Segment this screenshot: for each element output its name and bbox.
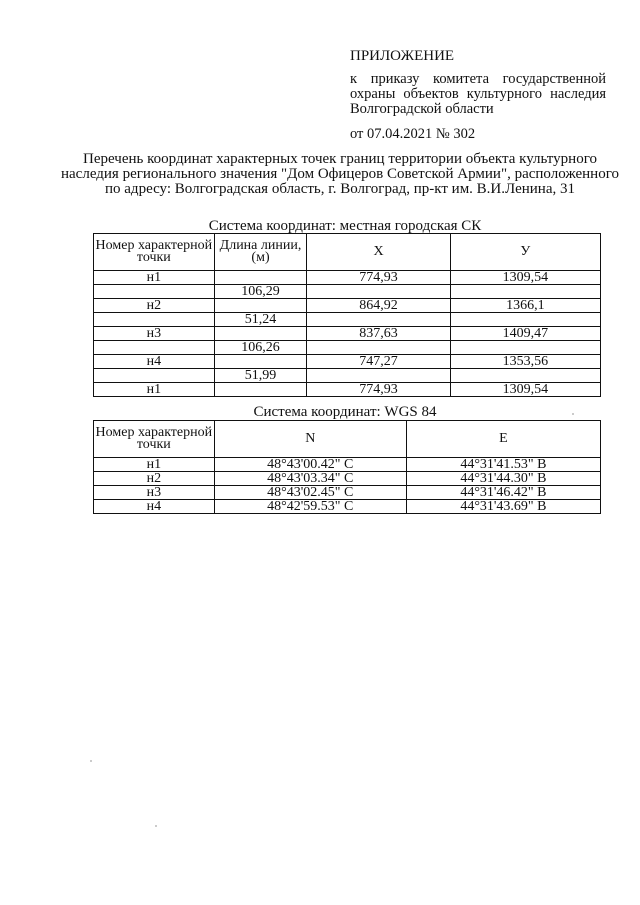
table-row: [94, 271, 601, 285]
e-cell: 44°31'43.69" В: [406, 500, 600, 514]
x-cell: 774,93: [307, 383, 450, 397]
table2-caption: Система координат: WGS 84: [253, 404, 437, 420]
length-cell: [214, 383, 307, 397]
header-y: У: [450, 234, 600, 271]
n-cell: 48°43'02.45" С: [214, 486, 406, 500]
length-cell: [214, 355, 307, 369]
point-cell: н1: [94, 383, 215, 397]
table-row: [94, 313, 601, 327]
x-cell: [307, 369, 450, 383]
x-cell: [307, 285, 450, 299]
length-cell: 51,99: [214, 369, 307, 383]
table-row: [94, 486, 601, 500]
point-cell: н4: [94, 355, 215, 369]
scan-speck: [90, 760, 92, 762]
local-coordinates-table: [93, 233, 601, 397]
table-row: [94, 383, 601, 397]
point-cell: н4: [94, 500, 215, 514]
header-length: Длина линии, (м): [214, 234, 307, 271]
wgs84-coordinates-table: [93, 420, 601, 514]
scan-speck: [572, 413, 574, 415]
table-header-row: [94, 234, 601, 271]
y-cell: [450, 341, 600, 355]
point-cell: [94, 341, 215, 355]
n-cell: 48°43'03.34" С: [214, 472, 406, 486]
table-row: [94, 327, 601, 341]
table-row: [94, 472, 601, 486]
header-n: N: [214, 421, 406, 458]
table-row: [94, 500, 601, 514]
table-row: [94, 458, 601, 472]
x-cell: 774,93: [307, 271, 450, 285]
x-cell: [307, 313, 450, 327]
length-cell: [214, 299, 307, 313]
y-cell: [450, 285, 600, 299]
length-cell: 106,29: [214, 285, 307, 299]
header-x: X: [307, 234, 450, 271]
y-cell: 1366,1: [450, 299, 600, 313]
y-cell: 1353,56: [450, 355, 600, 369]
point-cell: н2: [94, 472, 215, 486]
e-cell: 44°31'44.30" В: [406, 472, 600, 486]
table1-caption: Система координат: местная городская СК: [208, 218, 482, 234]
table-row: [94, 341, 601, 355]
y-cell: 1309,54: [450, 383, 600, 397]
table-row: [94, 355, 601, 369]
point-cell: н2: [94, 299, 215, 313]
point-cell: н3: [94, 327, 215, 341]
appendix-title: ПРИЛОЖЕНИЕ: [350, 48, 455, 64]
length-cell: 51,24: [214, 313, 307, 327]
y-cell: 1309,54: [450, 271, 600, 285]
table-row: [94, 369, 601, 383]
y-cell: 1409,47: [450, 327, 600, 341]
x-cell: [307, 341, 450, 355]
point-cell: н3: [94, 486, 215, 500]
n-cell: 48°42'59.53" С: [214, 500, 406, 514]
header-point: Номер характерной точки: [94, 421, 215, 458]
e-cell: 44°31'41.53" В: [406, 458, 600, 472]
document-title: Перечень координат характерных точек границ территории объекта культурного наследия регионального значения "Дом Офицеров Советской Армии", расположенного по адресу: Волгоградская область, г. Волгоград, пр-кт им. В.И.Ленина, 31: [60, 151, 619, 197]
point-cell: н1: [94, 458, 215, 472]
header-point: Номер характерной точки: [94, 234, 215, 271]
length-cell: 106,26: [214, 341, 307, 355]
x-cell: 837,63: [307, 327, 450, 341]
n-cell: 48°43'00.42" С: [214, 458, 406, 472]
point-cell: [94, 369, 215, 383]
table-header-row: [94, 421, 601, 458]
length-cell: [214, 271, 307, 285]
e-cell: 44°31'46.42" В: [406, 486, 600, 500]
x-cell: 747,27: [307, 355, 450, 369]
point-cell: н1: [94, 271, 215, 285]
appendix-date: от 07.04.2021 № 302: [350, 126, 476, 142]
point-cell: [94, 313, 215, 327]
point-cell: [94, 285, 215, 299]
x-cell: 864,92: [307, 299, 450, 313]
table-row: [94, 299, 601, 313]
appendix-text: к приказу комитета государственной охраны объектов культурного наследия Волгоградской области: [350, 71, 606, 117]
y-cell: [450, 313, 600, 327]
y-cell: [450, 369, 600, 383]
table-row: [94, 285, 601, 299]
header-e: E: [406, 421, 600, 458]
scan-speck: [155, 825, 157, 827]
length-cell: [214, 327, 307, 341]
